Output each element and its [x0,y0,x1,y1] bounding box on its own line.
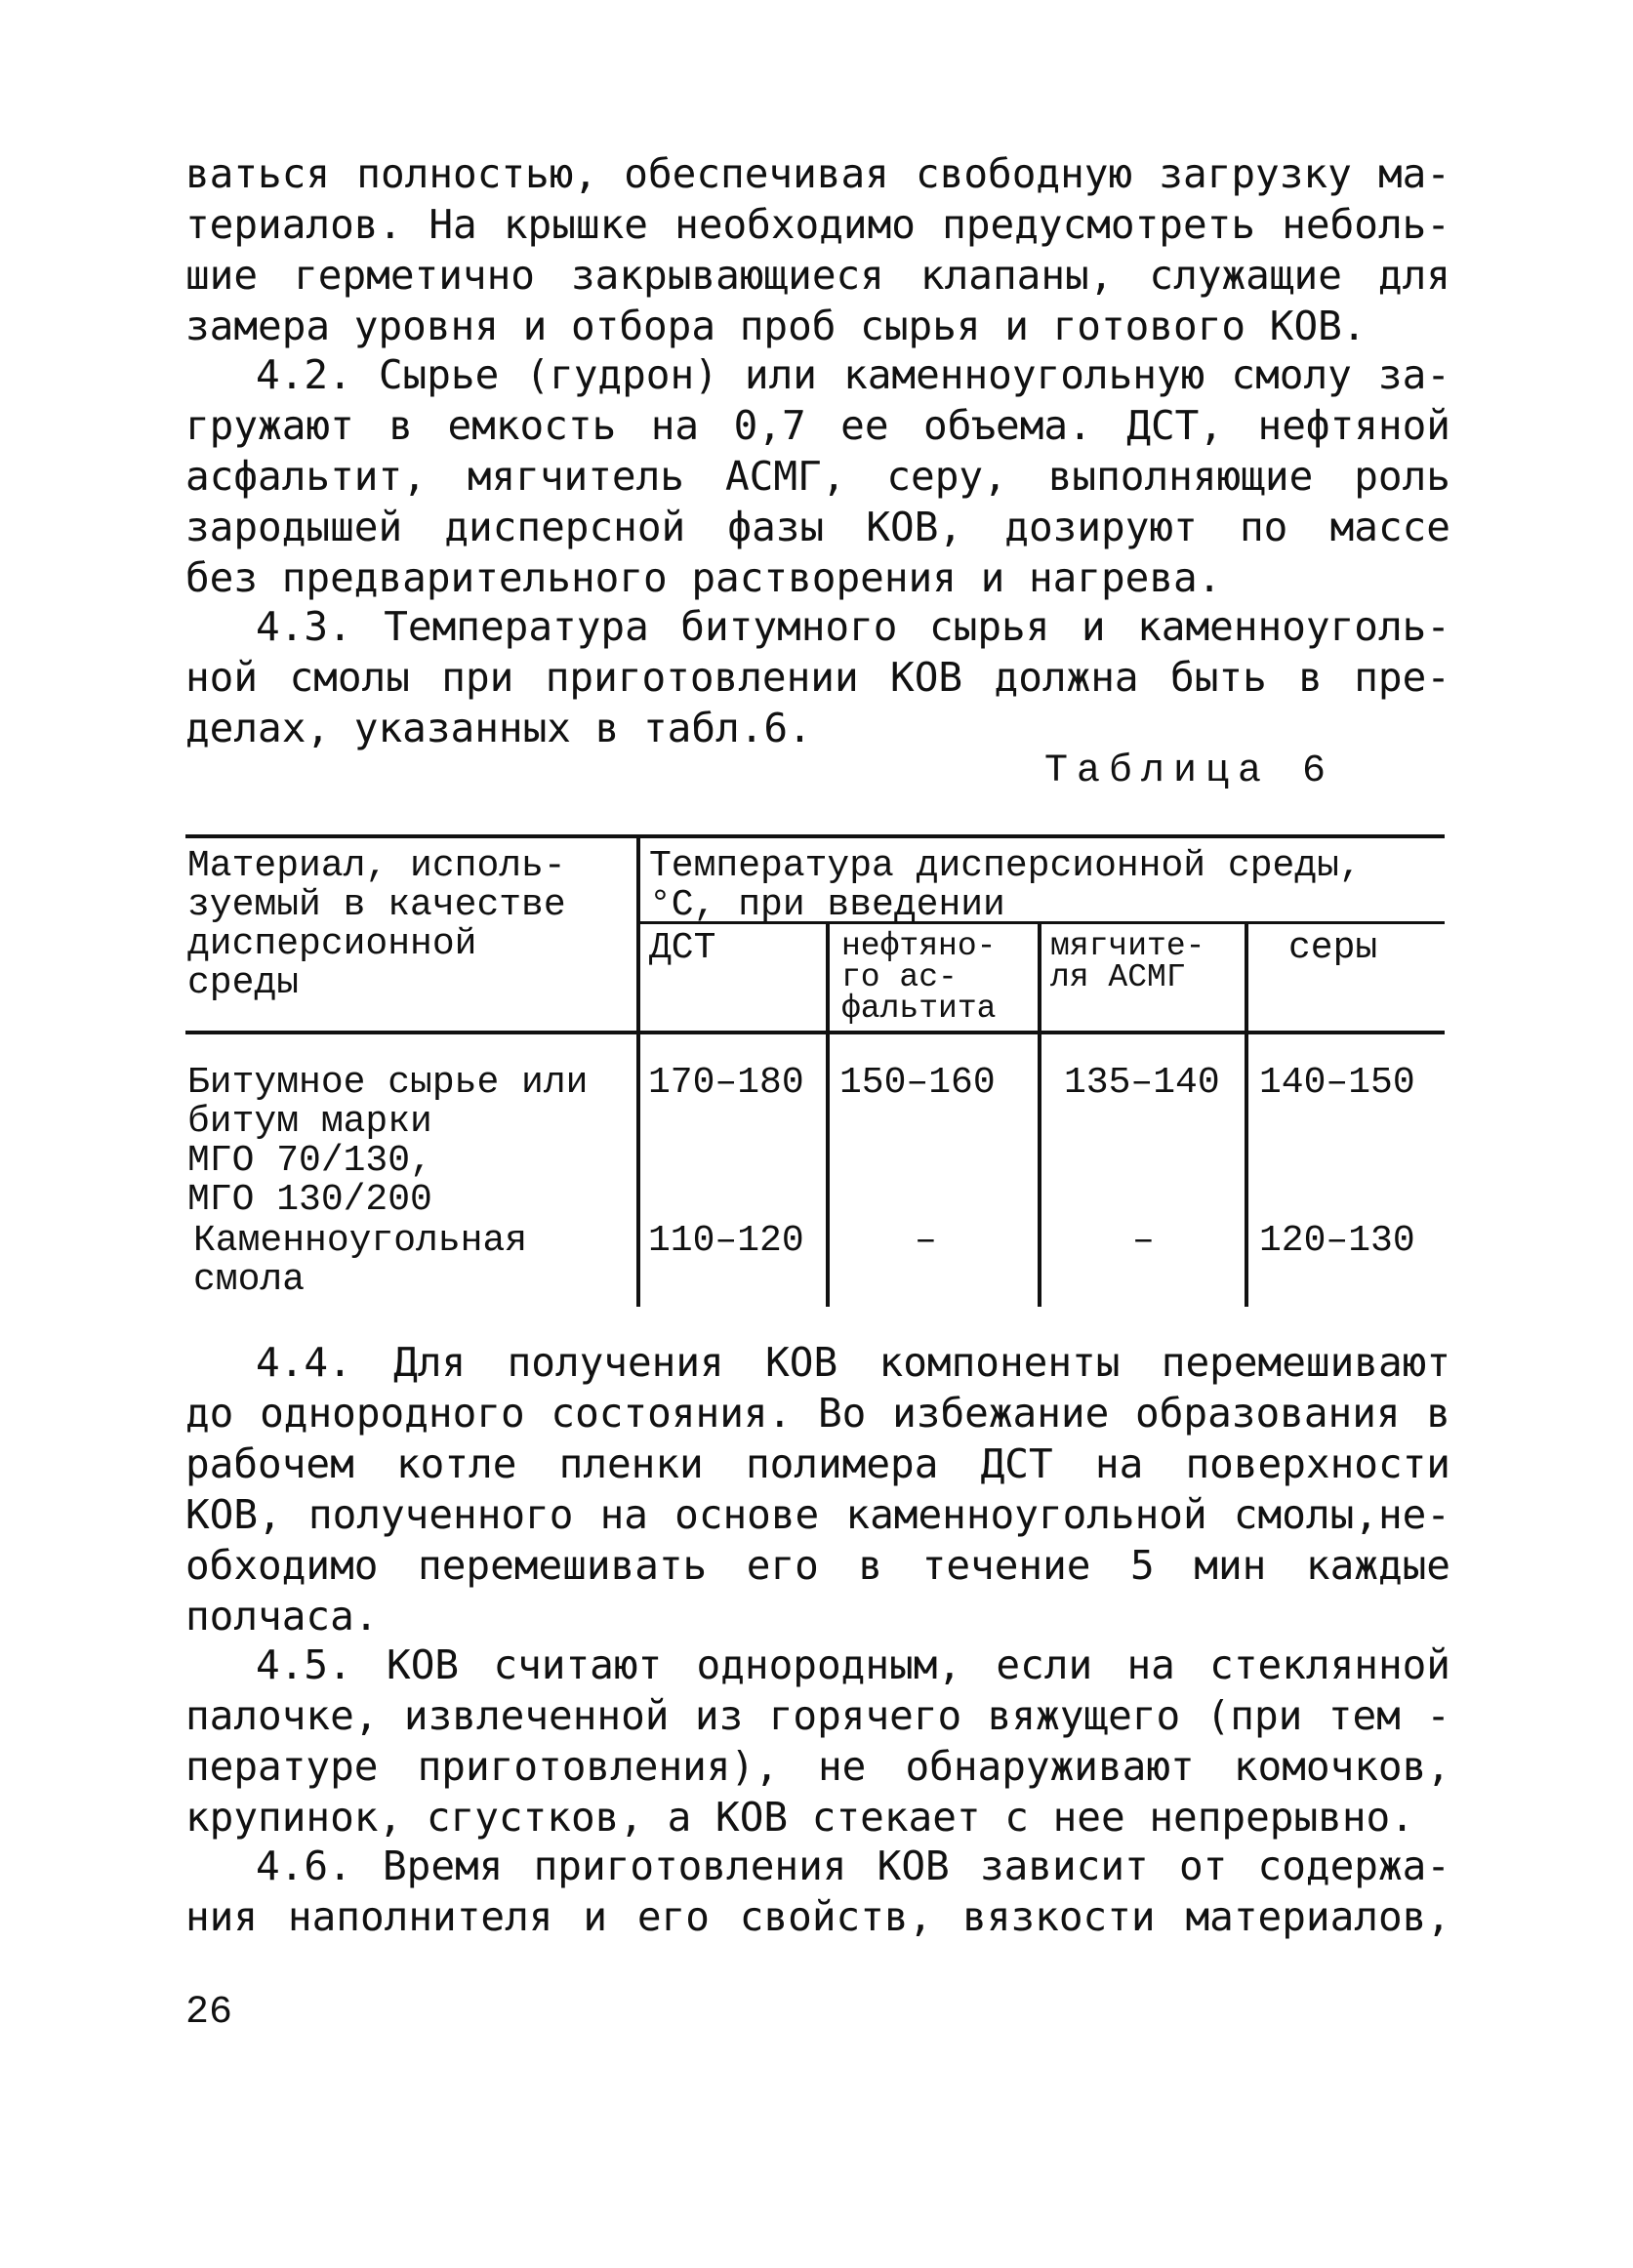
table-col-divider [826,922,830,1307]
text-line: шие герметично закрывающиеся клапаны, служащие для [185,252,1450,299]
table-caption: Таблица 6 [1044,749,1335,793]
subheader-asphaltite: нефтяно- го ас- фальтита [841,928,997,1027]
text-line: до однородного состояния. Во избежание образования в [185,1390,1450,1437]
text-line: делах, указанных в табл.6. [185,705,812,751]
table-col-divider [1245,922,1248,1307]
row-2-softener: – [1132,1220,1155,1262]
text-line: ния наполнителя и его свойств, вязкости материалов, [185,1893,1450,1940]
text-line: ной смолы при приготовлении КОВ должна быть в пре- [185,654,1450,701]
text-line: 4.3. Температура битумного сырья и каменноуголь- [256,603,1450,650]
table-col-divider [1038,922,1041,1307]
row-1-softener: 135–140 [1064,1062,1220,1104]
text-line: гружают в емкость на 0,7 ее объема. ДСТ, нефтяной [185,402,1450,449]
row-1-asphaltite: 150–160 [839,1062,996,1104]
subheader-dst: ДСТ [649,927,716,969]
text-line: без предварительного растворения и нагрева. [185,554,1222,601]
row-2-sulfur: 120–130 [1259,1220,1415,1262]
row-2-material: Каменноугольная смола [193,1220,528,1301]
text-line: полчаса. [185,1593,379,1640]
text-line: палочке, извлеченной из горячего вяжущего (при тем - [185,1692,1450,1739]
text-line: обходимо перемешивать его в течение 5 мин каждые [185,1542,1450,1589]
page-number: 26 [185,1991,233,2035]
header-temperature: Температура дисперсионной среды, °С, при введении [649,845,1362,926]
text-line: рабочем котле пленки полимера ДСТ на поверхности [185,1440,1450,1487]
subheader-sulfur: серы [1288,927,1378,969]
row-1-material: Битумное сырье или битум марки МГО 70/130, МГО 130/200 [187,1062,589,1221]
text-line: зародышей дисперсной фазы КОВ, дозируют по массе [185,504,1450,550]
header-material: Материал, исполь- зуемый в качестве дисперсионной среды [187,845,566,1004]
text-line: крупинок, сгустков, а КОВ стекает с нее непрерывно. [185,1794,1414,1841]
table-top-rule [185,834,1445,838]
text-line: 4.4. Для получения КОВ компоненты перемешивают [256,1339,1450,1386]
row-2-dst: 110–120 [648,1220,804,1262]
text-line: замера уровня и отбора проб сырья и готового КОВ. [185,303,1367,349]
row-1-sulfur: 140–150 [1259,1062,1415,1104]
text-line: териалов. На крышке необходимо предусмотреть неболь- [185,201,1450,248]
text-line: ваться полностью, обеспечивая свободную загрузку ма- [185,150,1450,197]
row-1-dst: 170–180 [648,1062,804,1104]
text-line: 4.2. Сырье (гудрон) или каменноугольную смолу за- [256,351,1450,398]
subheader-softener: мягчите- ля АСМГ [1050,928,1205,995]
text-line: асфальтит, мягчитель АСМГ, серу, выполняющие роль [185,453,1450,500]
text-line: КОВ, полученного на основе каменноугольной смолы,не- [185,1491,1450,1538]
text-line: пературе приготовления), не обнаруживают комочков, [185,1743,1450,1790]
text-line: 4.5. КОВ считают однородным, если на стеклянной [256,1641,1450,1688]
text-line: 4.6. Время приготовления КОВ зависит от содержа- [256,1843,1450,1889]
table-header-bottom-rule [185,1031,1445,1034]
row-2-asphaltite: – [915,1220,937,1262]
